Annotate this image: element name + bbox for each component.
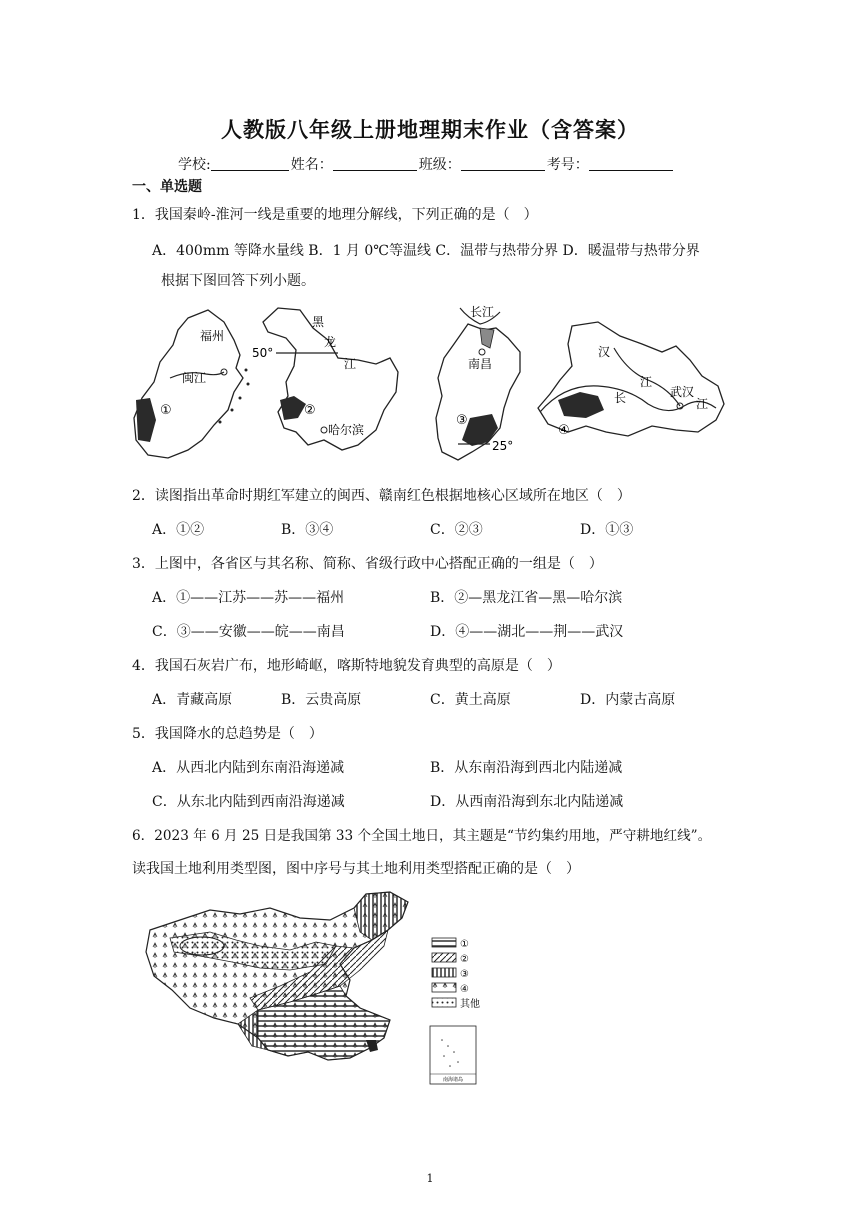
fujian-map xyxy=(134,310,250,458)
chang-label: 长 xyxy=(614,391,627,405)
hubei-map xyxy=(538,322,724,438)
province-maps-figure xyxy=(128,300,738,468)
map-legend xyxy=(432,938,480,1010)
hanjiang-jiang-label: 江 xyxy=(640,375,653,389)
question-4-stem: 4．我国石灰岩广布，地形崎岖，喀斯特地貌发育典型的高原是（ ） xyxy=(132,658,561,674)
lat-50-label: 50° xyxy=(252,346,274,360)
marker-4: ④ xyxy=(558,423,570,438)
question-2-option-b[interactable]: B．③④ xyxy=(281,522,334,538)
river-jiang-label: 江 xyxy=(344,357,357,371)
question-3-option-c[interactable]: C．③——安徽——皖——南昌 xyxy=(152,624,345,640)
exam-no-blank[interactable] xyxy=(589,156,673,171)
school-blank[interactable] xyxy=(211,156,289,171)
fuzhou-label: 福州 xyxy=(200,329,225,343)
question-3-option-b[interactable]: B．②—黑龙江省—黑—哈尔滨 xyxy=(430,590,623,606)
marker-2: ② xyxy=(304,403,316,418)
land-use-map xyxy=(140,890,500,1086)
marker-3: ③ xyxy=(456,413,468,428)
exam-no-label: 考号： xyxy=(546,157,589,173)
question-4-option-d[interactable]: D．内蒙古高原 xyxy=(580,692,676,708)
section-heading: 一、单选题 xyxy=(132,179,202,195)
question-4-option-c[interactable]: C．黄土高原 xyxy=(430,692,511,708)
question-3-stem: 3．上图中，各省区与其名称、简称、省级行政中心搭配正确的一组是（ ） xyxy=(132,556,603,572)
question-1-options: A．400mm 等降水量线 B．1 月 0℃等温线 C．温带与热带分界 D．暖温带与热带分界 xyxy=(152,243,700,259)
lat-25-label: 25° xyxy=(492,439,514,453)
question-5-option-b[interactable]: B．从东南沿海到西北内陆递减 xyxy=(430,760,623,776)
south-china-sea-inset xyxy=(430,1026,476,1084)
yangtze-label: 长江 xyxy=(470,305,495,319)
student-info-line xyxy=(178,154,675,174)
heilongjiang-map xyxy=(252,308,398,450)
changjiang-jiang-label: 江 xyxy=(696,397,709,411)
inset-label: 南海诸岛 xyxy=(442,1077,464,1083)
legend-4: ④ xyxy=(460,984,469,995)
page-title: 人教版八年级上册地理期末作业（含答案） xyxy=(221,118,639,142)
map-instruction: 根据下图回答下列小题。 xyxy=(161,273,315,289)
question-4-option-b[interactable]: B．云贵高原 xyxy=(281,692,362,708)
class-label: 班级： xyxy=(418,157,461,173)
page-number: 1 xyxy=(426,1172,434,1185)
question-3-option-a[interactable]: A．①——江苏——苏——福州 xyxy=(152,590,345,606)
legend-3: ③ xyxy=(460,969,469,980)
question-2-stem: 2．读图指出革命时期红军建立的闽西、赣南红色根据地核心区域所在地区（ ） xyxy=(132,488,631,504)
river-hei-label: 黑 xyxy=(312,315,325,329)
question-2-option-a[interactable]: A．①② xyxy=(152,522,205,538)
nanchang-label: 南昌 xyxy=(468,357,493,371)
question-5-option-a[interactable]: A．从西北内陆到东南沿海递减 xyxy=(152,760,345,776)
question-5-option-d[interactable]: D．从西南沿海到东北内陆递减 xyxy=(430,794,624,810)
question-2-option-d[interactable]: D．①③ xyxy=(580,522,634,538)
question-5-stem: 5．我国降水的总趋势是（ ） xyxy=(132,726,323,742)
question-3-option-d[interactable]: D．④——湖北——荆——武汉 xyxy=(430,624,624,640)
question-4-option-a[interactable]: A．青藏高原 xyxy=(152,692,233,708)
question-1-stem: 1．我国秦岭-淮河一线是重要的地理分解线，下列正确的是（ ） xyxy=(132,207,538,223)
question-6-stem-line1: 6．2023 年 6 月 25 日是我国第 33 个全国土地日，其主题是“节约集约用地，严守耕地红线”。 xyxy=(132,828,712,844)
legend-2: ② xyxy=(460,954,469,965)
wuhan-label: 武汉 xyxy=(670,385,695,399)
legend-other: 其他 xyxy=(460,999,480,1010)
name-label: 姓名： xyxy=(290,157,333,173)
name-blank[interactable] xyxy=(333,156,417,171)
han-label: 汉 xyxy=(598,345,611,359)
question-2-option-c[interactable]: C．②③ xyxy=(430,522,483,538)
question-5-option-c[interactable]: C．从东北内陆到西南沿海递减 xyxy=(152,794,345,810)
legend-1: ① xyxy=(460,939,469,950)
harbin-label: 哈尔滨 xyxy=(328,423,365,437)
jiangxi-map xyxy=(436,305,520,460)
question-6-stem-line2: 读我国土地利用类型图，图中序号与其土地利用类型搭配正确的是（ ） xyxy=(132,861,580,877)
marker-1: ① xyxy=(160,403,172,418)
river-long-label: 龙 xyxy=(324,335,337,349)
school-label: 学校: xyxy=(178,157,211,173)
class-blank[interactable] xyxy=(461,156,545,171)
minjiang-label: 闽江 xyxy=(182,371,207,385)
